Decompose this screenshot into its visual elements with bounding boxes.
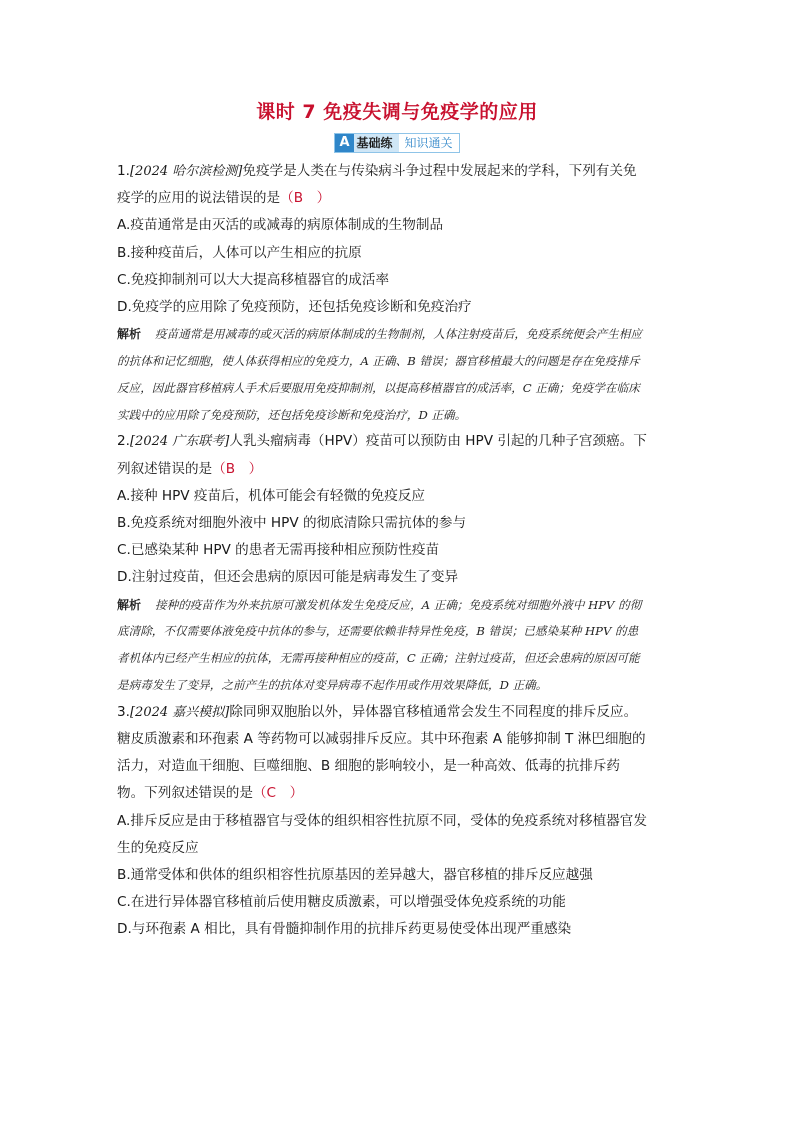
question-source: [2024 广东联考] [129, 434, 230, 450]
question-1 [117, 158, 647, 212]
question-source: [2024 哈尔滨检测] [129, 164, 243, 179]
question-stem: 免疫学是人类在与传染病斗争过程中发展起来的学科，下列有关免疫学的应用的说法错误的是 [117, 163, 637, 207]
page-title: 课时 7 免疫失调与免疫学的应用 [256, 101, 538, 123]
option-d: D.与环孢素 A 相比，具有骨髓抑制作用的抗排斥药更易使受体出现严重感染 [117, 921, 572, 938]
question-answer: （B ） [280, 190, 331, 207]
badge-basic-practice: 基础练 [354, 134, 399, 152]
explanation-text: 疫苗通常是用减毒的或灭活的病原体制成的生物制剂，人体注射疫苗后，免疫系统便会产生相应的抗体和记忆细胞，使人体获得相应的免疫力，A 正确、B 错误；器官移植最大的问题是存在免疫排斥反应，因此器官移植病人手术后要服用免疫抑制剂，以提高移植器官的成活率，C 正确；免疫学在临床实践中的应用除了免疫预防，还包括免疫诊断和免疫治疗，D 正确。 [117, 327, 642, 422]
question-2 [117, 428, 647, 482]
option-c: C.在进行异体器官移植前后使用糖皮质激素，可以增强受体免疫系统的功能 [117, 894, 566, 911]
question-number: 3. [117, 703, 130, 720]
option-a: A.接种 HPV 疫苗后，机体可能会有轻微的免疫反应 [117, 487, 426, 504]
option-a: A.排斥反应是由于移植器官与受体的组织相容性抗原不同，受体的免疫系统对移植器官发生的免疫反应 [117, 812, 647, 856]
option-c: C.免疫抑制剂可以大大提高移植器官的成活率 [117, 271, 390, 288]
option-a: A.疫苗通常是由灭活的或减毒的病原体制成的生物制品 [117, 217, 444, 234]
option-d: D.免疫学的应用除了免疫预防，还包括免疫诊断和免疫治疗 [117, 299, 472, 316]
section-badge-row [0, 133, 794, 153]
question-3 [117, 699, 647, 808]
question-stem: 除同卵双胞胎以外，异体器官移植通常会发生不同程度的排斥反应。糖皮质激素和环孢素 A 等药物可以减弱排斥反应。其中环孢素 A 能够抑制 T 淋巴细胞的活力，对造血干细胞、巨噬细胞、B 细胞的影响较小，是一种高效、低毒的抗排斥药物。下列叙述错误的是 [117, 703, 646, 802]
option-d: D.注射过疫苗，但还会患病的原因可能是病毒发生了变异 [117, 569, 459, 586]
question-number: 2. [117, 433, 130, 450]
question-answer: （C ） [252, 785, 304, 802]
explanation-label: 解析 [117, 597, 142, 612]
option-c: C.已感染某种 HPV 的患者无需再接种相应预防性疫苗 [117, 542, 440, 559]
option-b: B.通常受体和供体的组织相容性抗原基因的差异越大，器官移植的排斥反应越强 [117, 867, 593, 884]
question-source: [2024 嘉兴模拟] [129, 704, 230, 720]
section-badge [334, 133, 459, 153]
question-answer: （B ） [212, 460, 263, 477]
question-number: 1. [117, 163, 130, 179]
explanation-1 [117, 321, 647, 428]
badge-letter: A [335, 134, 353, 152]
question-stem: 人乳头瘤病毒（HPV）疫苗可以预防由 HPV 引起的几种子宫颈癌。下列叙述错误的是 [117, 433, 647, 477]
explanation-2 [117, 592, 647, 699]
option-b: B.接种疫苗后，人体可以产生相应的抗原 [117, 244, 362, 261]
explanation-text: 接种的疫苗作为外来抗原可激发机体发生免疫反应，A 正确；免疫系统对细胞外液中 HPV 的彻底清除，不仅需要体液免疫中抗体的参与，还需要依赖非特异性免疫，B 错误；已感染某种 HPV 的患者机体内已经产生相应的抗体，无需再接种相应的疫苗，C 正确；注射过疫苗，但还会患病的原因可能是病毒发生了变异，之前产生的抗体对变异病毒不起作用或作用效果降低，D 正确。 [117, 597, 642, 693]
explanation-label: 解析 [117, 327, 142, 342]
question-list [117, 158, 647, 944]
option-b: B.免疫系统对细胞外液中 HPV 的彻底清除只需抗体的参与 [117, 515, 467, 532]
badge-knowledge: 知识通关 [399, 134, 459, 152]
